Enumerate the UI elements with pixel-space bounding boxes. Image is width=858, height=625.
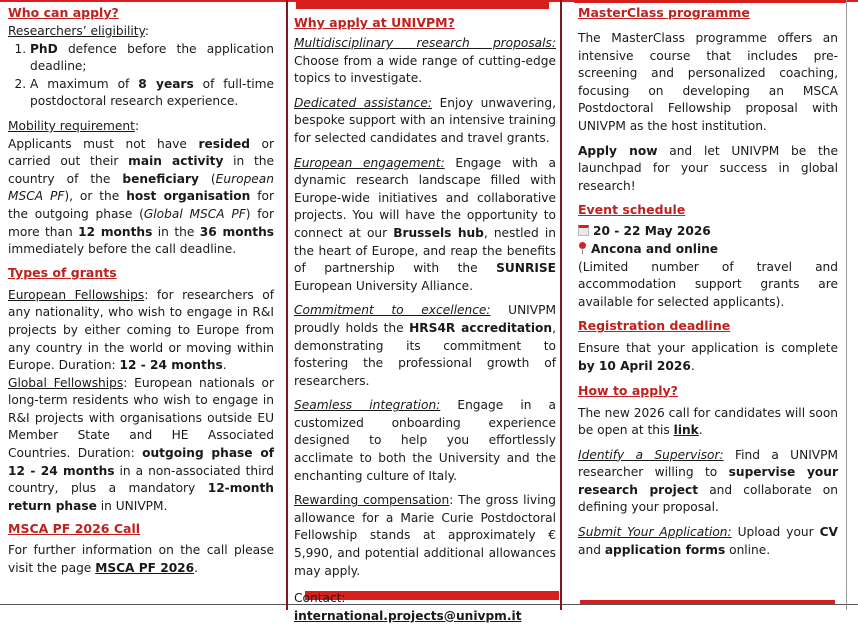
eligibility-item: 2. A maximum of 8 years of full-time postdoctoral research experience. — [30, 76, 274, 111]
registration-text: Ensure that your application is complete by 10 April 2026. — [578, 341, 838, 373]
column-why-apply — [286, 0, 562, 623]
call-link[interactable]: link — [673, 423, 699, 438]
how-to-apply-text: The new 2026 call for candidates will soon be open at this link. — [578, 405, 838, 438]
registration-deadline-heading: Registration deadline — [578, 318, 731, 334]
mobility-label: Mobility requirement: — [8, 118, 140, 133]
dedicated-assistance-text: Dedicated assistance: Enjoy unwavering, bespoke support with an intensive training for selected candidates and travel grants. — [294, 95, 556, 145]
right-frame — [846, 0, 855, 610]
european-engagement-text: European engagement: Engage with a dynamic research landscape filled with Europe-wide initiatives and collaborative projects. You will have the opportunity to connect at our Brussels hub, nestled in the heart of Europe, and reap the benefits of partnership with the SUNRISE European University Alliance. — [294, 155, 556, 293]
eligibility-label: Researchers’ eligibility: — [8, 24, 150, 38]
submit-application-text: Submit Your Application: Upload your CV and application forms online. — [578, 525, 838, 557]
column-who-can-apply — [8, 0, 274, 610]
who-can-apply-heading: Who can apply? — [8, 5, 119, 20]
event-location: Ancona and online — [578, 241, 838, 259]
why-apply-heading: Why apply at UNIVPM? — [294, 15, 455, 30]
mobility-text: Applicants must not have resided or carried out their main activity in the country of the beneficiary (European MSCA PF), or the host organisation for the outgoing phase (Global MSCA PF) for more than 12 months in the 36 months immediately before the call deadline. — [8, 136, 275, 257]
multidisciplinary-text: Multidisciplinary research proposals: Choose from a wide range of cutting-edge topics to investigate. — [294, 36, 556, 86]
how-to-apply-heading: How to apply? — [578, 382, 678, 398]
european-fellowships-text: European Fellowships: for researchers of any nationality, who wish to engage in R&I projects by either coming to Europe from any country in the world or moving within Europe. Duration: 12 - 24 months. — [8, 287, 274, 373]
identify-supervisor-text: Identify a Supervisor: Find a UNIVPM researcher willing to supervise your research project and collaborate on defining your proposal. — [578, 447, 838, 515]
apply-now-text: Apply now and let UNIVPM be the launchpad for your success in global research! — [578, 143, 839, 193]
event-schedule-heading: Event schedule — [578, 202, 686, 218]
seamless-integration-text: Seamless integration: Engage in a customized onboarding experience designed to help you effortlessly acclimate to both the University and the enchanting culture of Italy. — [294, 398, 556, 483]
location-pin-icon — [578, 242, 587, 254]
contact-line: Contact: international.projects@univpm.it — [294, 591, 522, 623]
rewarding-compensation-text: Rewarding compensation: The gross living allowance for a Marie Curie Postdoctoral Fellowship stands at approximately € 5,990, and potential additional allowances may apply. — [294, 493, 556, 578]
contact-email-link[interactable]: international.projects@univpm.it — [294, 608, 522, 623]
msca-pf-link[interactable]: MSCA PF 2026 — [95, 561, 195, 576]
event-date: 20 - 22 May 2026 — [578, 223, 838, 241]
masterclass-text: The MasterClass programme offers an intensive course that includes pre-screening and personalized coaching, focusing on developing an MSCA Postdoctoral Fellowship proposal with UNIVPM as the host institution. — [578, 31, 838, 133]
eligibility-list — [8, 41, 274, 111]
commitment-text: Commitment to excellence: UNIVPM proudly holds the HRS4R accreditation, demonstrating its commitment to fostering the professional growth of researchers. — [294, 303, 556, 388]
eligibility-item: 1. PhD defence before the application deadline; — [30, 41, 274, 76]
global-fellowships-text: Global Fellowships: European nationals or long-term residents who wish to engage in R&I projects with organisations outside EU Member State and HE Associated Countries. Duration: outgoing phase of 12 - 24 months in a non-associated third country, plus a mandatory 12-month return phase in UNIVPM. — [8, 375, 275, 513]
event-note: (Limited number of travel and accommodation support grants are available for selected applicants). — [578, 259, 838, 309]
masterclass-heading: MasterClass programme — [578, 5, 750, 20]
call-info-text: For further information on the call please visit the page MSCA PF 2026. — [8, 543, 274, 576]
calendar-icon — [578, 225, 589, 236]
types-of-grants-heading: Types of grants — [8, 264, 117, 280]
msca-call-heading: MSCA PF 2026 Call — [8, 521, 141, 537]
column-masterclass — [572, 0, 838, 610]
